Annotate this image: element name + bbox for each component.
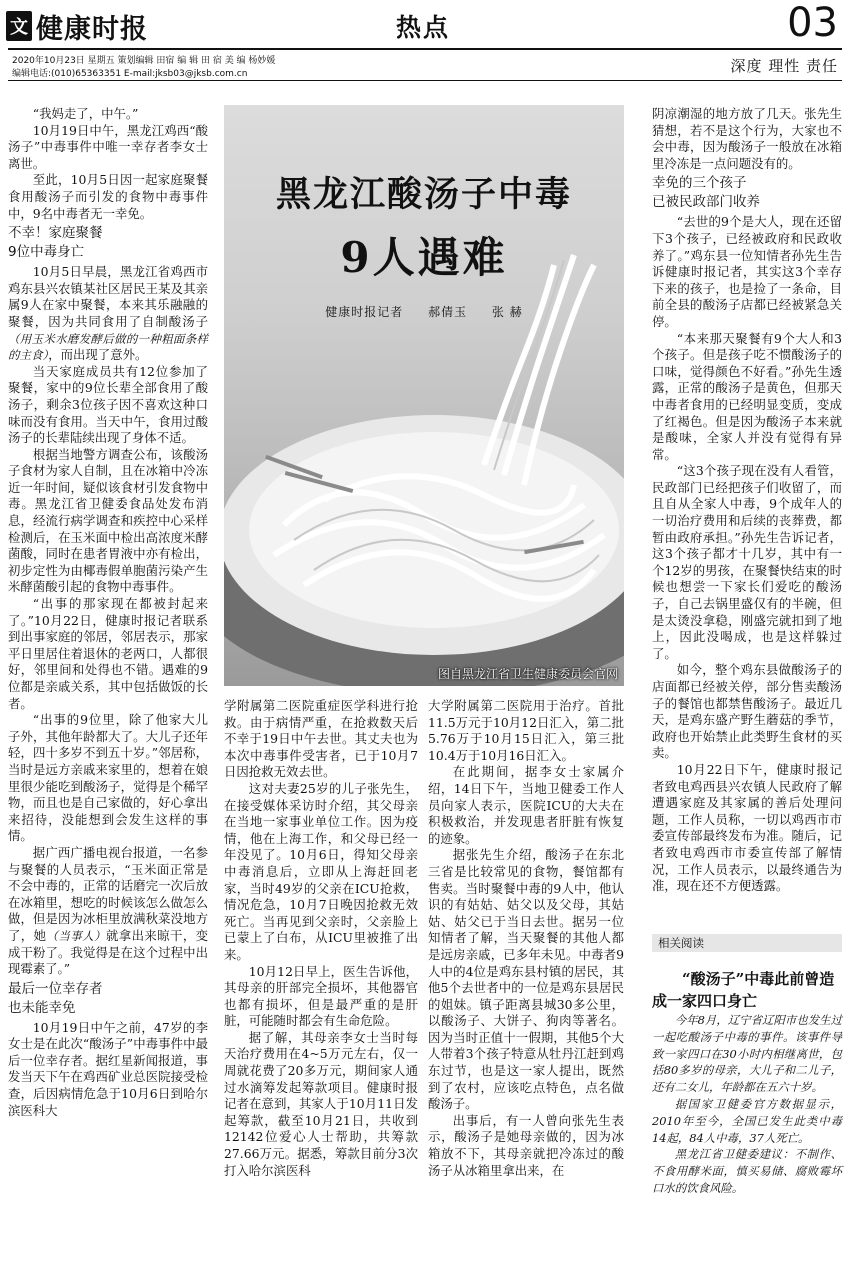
- byline-org: 健康时报记者: [325, 305, 404, 319]
- subheading-line: 幸免的三个孩子: [652, 175, 747, 192]
- paragraph: 据张先生介绍，酸汤子在东北三省是比较常见的食物，餐馆都有售卖。当时聚餐中毒的9人中，他认识的有姑姑、姑父以及父母，其姑姑、姑父已于当日去世。据另一位知情者了解，当天聚餐的其他人都是远房亲戚，已多年未见。中毒者9人中的4位是鸡东县村镇的居民，其他5个去世者中的一位是鸡东县居民的姐妹。镇子距离县城30多公里，以酸汤子、大饼子、狗肉等著名。因为当时正值十一假期，其他5个大人带着3个孩子特意从牡丹江赶到鸡东过节，也是这一家人提出，既然到了农村，应该吃点特色，点名做酸汤子。: [428, 847, 624, 1112]
- paragraph: 如今，整个鸡东县做酸汤子的店面都已经被关停，部分售卖酸汤子的餐馆也都禁售酸汤子。最近几天，是鸡东盛产野生蘑菇的季节，政府也开始禁止此类野生食材的买卖。: [652, 662, 842, 761]
- paragraph-text: 就拿出来晾干，变成干粉了。我觉得是在这个过程中出现霉素了。”: [8, 927, 209, 977]
- byline-author: 张 赫: [491, 305, 523, 319]
- related-reading-tab: 相关阅读: [652, 934, 842, 952]
- logo-mark-icon: 文: [6, 11, 32, 41]
- paragraph: 据了解，其母亲李女士当时每天治疗费用在4~5万元左右，仅一周就花费了20多万元，期间家人通过水滴筹发起筹款项目。健康时报记者在意到，其家人于10月11日发起筹款，截至10月21日，共收到12142位爱心人士帮助，共筹款27.66万元。据悉，筹款目前分3次打入哈尔滨医科: [224, 1029, 418, 1178]
- paragraph: “本来那天聚餐有9个大人和3个孩子。但是孩子吃不惯酸汤子的口味，觉得颜色不好看。”孙先生透露，正常的酸汤子是黄色，但那天中毒者食用的已经明显变质，变成了红褐色。但是因为酸汤子本来就是酸味，全家人并没有觉得有异常。: [652, 330, 842, 462]
- paragraph-note: （当事人）: [46, 928, 106, 943]
- paragraph: 10月22日下午，健康时报记者致电鸡西县兴农镇人民政府了解遭遇家庭及其家属的善后处理问题，工作人员称，一切以鸡西市市委宣传部最终发布为准。随后，记者致电鸡西市市委宣传部了解情况，工作人员表示，以最终通告为准，现在还不方便透露。: [652, 761, 842, 894]
- newspaper-logo: [6, 6, 156, 46]
- paragraph: “去世的9个是大人，现在还留下3个孩子，已经被政府和民政收养了。”鸡东县一位知情者孙先生告诉健康时报记者，其实这3个幸存下来的孩子，也是捡了一条命，目前全县的酸汤子店都已经被紧急关停。: [652, 214, 842, 329]
- paragraph: 当天家庭成员共有12位参加了聚餐，家中的9位长辈全部食用了酸汤子，剩余3位孩子因不喜欢这种口味而没有食用。当天中午，食用过酸汤子的长辈陆续出现了身体不适。: [8, 363, 208, 446]
- paragraph: 出事后，有一人曾向张先生表示，酸汤子是她母亲做的，因为冰箱放不下，其母亲就把冷冻过的酸汤子从冰箱里拿出来，在: [428, 1112, 624, 1178]
- slogan: 深度 理性 责任: [730, 57, 838, 75]
- logo-text: 健康时报: [36, 13, 148, 45]
- paragraph: “我妈走了，中午。”: [32, 106, 139, 121]
- subheading-line: 不幸！家庭聚餐: [8, 225, 103, 242]
- article-column-4: [652, 106, 842, 895]
- paragraph: “出事的那家现在都被封起来了。”10月22日，健康时报记者联系到出事家庭的邻居，邻居表示，那家平日里居住着退休的老两口，人都很好，邻里间和处得也不错。遇难的9位都是亲戚关系，其中包括做饭的长者。: [8, 596, 208, 711]
- paragraph: “这3个孩子现在没有人看管，民政部门已经把孩子们收留了，而且自从全家人中毒，9个成年人的一切治疗费用和后续的丧葬费，都暂由政府承担。”孙先生告诉记者，这3个孩子都才十几岁，其中有一个12岁的男孩，在聚餐快结束的时候也想尝一下家长们爱吃的酸汤子，自己去锅里盛仅有的半碗，但是太烫没拿稳，刚盛完就扣到了地上，因此没喝成，也是这样躲过了。: [652, 463, 842, 661]
- article-column-1: [8, 106, 208, 1119]
- paragraph: 10月19日中午之前，47岁的李女士是在此次“酸汤子”中毒事件中最后一位幸存者。据红星新闻报道，事发当天下午在鸡西矿业总医院接受检查，后因病情危急于10月6日到哈尔滨医科大: [8, 1019, 208, 1118]
- paragraph: 这对夫妻25岁的儿子张先生，在接受媒体采访时介绍，其父母亲在当地一家事业单位工作。因为疫情，他在上海工作，和父母已经一年没见了。10月6日，得知父母亲中毒消息后，立即从上海赶回老家，当时49岁的父亲在ICU抢救，情况危急，10月7日晚因抢救无效死亡。当再见到父亲时，父亲脸上已蒙上了白布，从ICU里被推了出来。: [224, 780, 418, 962]
- editor-info: 2020年10月23日 星期五 策划编辑 田宿 编 辑 田 宿 美 编 杨妙媛: [12, 56, 276, 66]
- byline-author: 郝倩玉: [428, 305, 468, 319]
- paragraph: 至此，10月5日因一起家庭聚餐食用酸汤子而引发的食物中毒事件中，9名中毒者无一幸免。: [8, 172, 208, 221]
- paragraph: 大学附属第二医院用于治疗。首批11.5万元于10月12日汇入，第二批5.76万于10月15日汇入，第三批10.4万于10月16日汇入。: [428, 698, 624, 763]
- paragraph: 在此期间，据李女士家属介绍，14日下午，当地卫健委工作人员向家人表示，医院ICU的大夫在积极救治，并发现患者肝脏有恢复的迹象。: [428, 764, 624, 846]
- paragraph: “出事的9位里，除了他家大儿子外，其他年龄都大了。大儿子还年轻，四十多岁不到五十岁。”邻居称，当时是远方亲戚来家里的，想着在娘里很少能吃到酸汤子，觉得是个稀罕物，而且也是自己家做的，好心拿出来招待，没能想到会发生这样的事情。: [8, 712, 208, 844]
- paragraph: 10月19日中午，黑龙江鸡西“酸汤子”中毒事件中唯一幸存者李女士离世。: [8, 122, 208, 171]
- paragraph: 据国家卫健委官方数据显示，2010年至今，全国已发生此类中毒14起，84人中毒，37人死亡。: [652, 1096, 842, 1145]
- page-number: 03: [787, 0, 838, 46]
- subheading-1: [8, 224, 208, 262]
- headline-line-2: 9人遇难: [340, 233, 508, 282]
- paragraph: [8, 264, 208, 364]
- subheading-line: 9位中毒身亡: [8, 244, 85, 261]
- section-title: 热点: [396, 13, 451, 42]
- subheading-line: 也未能幸免: [8, 999, 76, 1016]
- paragraph: [8, 845, 208, 978]
- subheading-line: 已被民政部门收养: [652, 194, 760, 211]
- paragraph: 学附属第二医院重症医学科进行抢救。由于病情严重，在抢救数天后不幸于19日中午去世。其丈夫也为本次中毒事件受害者，已于10月7日因抢救无效去世。: [224, 698, 418, 780]
- paragraph: 阴凉潮湿的地方放了几天。张先生猜想，若不是这个行为，大家也不会中毒，因为酸汤子一般放在冰箱里冷冻是一点问题没有的。: [652, 106, 842, 171]
- paragraph-note: （用玉米水磨发酵后做的一种粗面条样的主食）: [8, 331, 208, 363]
- masthead-rule: [8, 48, 842, 50]
- hero-photo: [224, 105, 624, 686]
- photo-caption: 图自黑龙江省卫生健康委员会官网: [437, 667, 618, 681]
- header-divider: [8, 80, 842, 81]
- paragraph-text: 据广西广播电视台报道，一名参与聚餐的人员表示，“玉米面正常是不会中毒的，正常的话磨完一次后放在冰箱里，想吃的时候该怎么做怎么做，但是因为冰柜里放满秋菜没地方了，她: [8, 844, 208, 943]
- related-body: [652, 1012, 842, 1197]
- paragraph: 根据当地警方调查公布，该酸汤子食材为家人自制，且在冰箱中冷冻近一年时间，疑似该食材引发食物中毒。黑龙江省卫健委食品处发布消息，经流行病学调查和疾控中心采样检测后，在玉米面中检出高浓度米酵菌酸，同时在患者胃液中亦有检出，初步定性为由椰毒假单胞菌污染产生米酵菌酸引起的食物中毒事件。: [8, 446, 208, 595]
- paragraph: 10月12日早上，医生告诉他，其母亲的肝部完全损坏，其他器官也都有损坏，但是最严重的是肝脏，可能随时都会有生命危险。: [224, 963, 418, 1029]
- noodle-pile: [249, 432, 619, 628]
- article-column-3: [428, 698, 624, 1179]
- byline: [224, 303, 624, 320]
- paragraph: 今年8月，辽宁省辽阳市也发生过一起吃酸汤子中毒的事件。该事件导致一家四口在30小时内相继离世，包括80多岁的母亲，大儿子和二儿子，还有二女儿，年龄都在五六十岁。: [652, 1013, 842, 1095]
- headline-line-1: 黑龙江酸汤子中毒: [275, 174, 572, 215]
- paragraph-text: 10月5日早晨，黑龙江省鸡西市鸡东县兴农镇某社区居民王某及其亲属9人在家中聚餐，本来其乐融融的聚餐，因为共同食用了自制酸汤子: [8, 264, 208, 329]
- subheading-3: [652, 174, 842, 212]
- subheading-line: 最后一位幸存者: [8, 980, 103, 997]
- article-column-2: [224, 698, 418, 1179]
- paragraph: 黑龙江省卫健委建议：不制作、不食用酵米面，慎买易储、腐败霉坏口水的饮食风险。: [652, 1147, 842, 1195]
- paragraph-text: ，而出现了意外。: [48, 347, 148, 363]
- related-headline: “酸汤子”中毒此前曾造成一家四口身亡: [652, 970, 835, 1010]
- subheading-2: [8, 980, 208, 1018]
- contact-info: 编辑电话:(010)65363351 E-mail:jksb03@jksb.com.cn: [12, 69, 248, 79]
